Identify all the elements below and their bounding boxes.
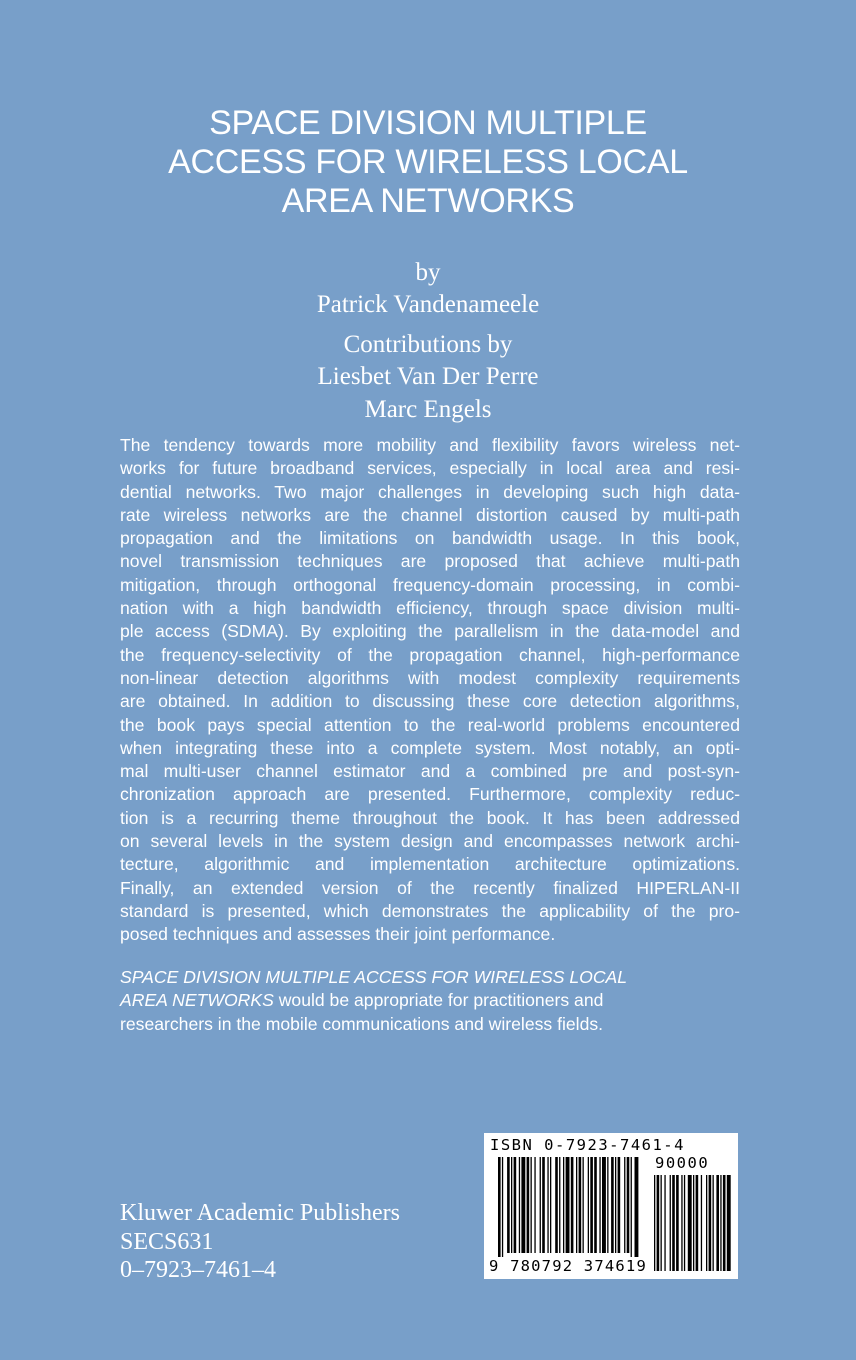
barcode-addon-bar — [684, 1175, 685, 1271]
barcode-bar — [502, 1157, 503, 1257]
barcode-bar — [599, 1157, 600, 1253]
description-line: dential networks. Two major challenges in developing such high data- — [120, 481, 740, 502]
description-line: non-linear detection algorithms with modest complexity requirements — [120, 667, 740, 688]
barcode-bar — [583, 1157, 584, 1253]
italic-title: AREA NETWORKS — [120, 990, 274, 1011]
barcode-bar — [611, 1157, 614, 1253]
barcode-bar — [594, 1157, 597, 1253]
description-line: mal multi-user channel estimator and a combined pre and post-syn- — [120, 761, 740, 782]
barcode-bar — [624, 1157, 625, 1253]
barcode-isbn-label: ISBN 0-7923-7461-4 — [490, 1136, 685, 1154]
barcode-bar — [627, 1157, 630, 1253]
book-title — [0, 104, 856, 221]
barcode-addon-bar — [681, 1175, 682, 1271]
barcode-bar — [590, 1157, 593, 1253]
barcode-addon-bar — [676, 1175, 679, 1271]
barcode-bar — [550, 1157, 551, 1253]
barcode-bar — [563, 1157, 564, 1253]
description-line: rate wireless networks are the channel distortion caused by multi-path — [120, 504, 740, 525]
barcode-ean-number: 9 780792 374619 — [489, 1257, 647, 1275]
barcode-addon-bar — [688, 1175, 692, 1271]
barcode-addon-bar — [654, 1175, 655, 1271]
publisher-block — [120, 1199, 400, 1285]
title-line: ACCESS FOR WIRELESS LOCAL — [168, 143, 688, 181]
barcode-bar — [618, 1157, 621, 1253]
barcode-bar — [615, 1157, 616, 1253]
description-line: chronization approach are presented. Furthermore, complexity reduc- — [120, 784, 740, 805]
barcode-addon-bar — [720, 1175, 721, 1271]
barcode-addon-bar — [723, 1175, 726, 1271]
barcode-bar — [555, 1157, 558, 1253]
barcode-bar — [527, 1157, 530, 1253]
barcode-addon-bar — [713, 1175, 714, 1271]
description-line: The tendency towards more mobility and flexibility favors wireless net- — [120, 435, 740, 455]
description-line: propagation and the limitations on bandwidth usage. In this book, — [120, 528, 740, 549]
barcode-addon-bar — [716, 1175, 719, 1271]
barcode-bar — [576, 1157, 577, 1253]
isbn-barcode — [484, 1133, 738, 1279]
description-line: novel transmission techniques are proposed that achieve multi-path — [120, 551, 740, 572]
barcode-addon-bar — [672, 1175, 675, 1271]
series-code: SECS631 — [120, 1228, 214, 1255]
barcode-bar — [540, 1157, 541, 1253]
barcode-bar — [514, 1157, 517, 1253]
italic-title: SPACE DIVISION MULTIPLE ACCESS FOR WIRELESS LOCAL — [120, 967, 628, 987]
barcode-addon-bar — [657, 1175, 660, 1271]
description-line: the frequency-selectivity of the propagation channel, high-performance — [120, 644, 740, 665]
barcode-bar — [559, 1157, 560, 1253]
book-description — [120, 434, 740, 947]
contributions-label: Contributions by — [343, 331, 513, 358]
description-line: mitigation, through orthogonal frequency-domain processing, in combi- — [120, 574, 740, 595]
description-line: tecture, algorithmic and implementation architecture optimizations. — [120, 854, 740, 875]
barcode-bar — [534, 1157, 535, 1253]
barcode-bar — [571, 1157, 574, 1253]
barcode-bar — [579, 1157, 582, 1253]
barcode-addon-bar — [706, 1175, 707, 1271]
barcode-bar — [635, 1157, 639, 1257]
description-line: tion is a recurring theme throughout the book. It has been addressed — [120, 807, 740, 828]
barcode-addon-bar — [664, 1175, 665, 1271]
description-line: posed techniques and assesses their joint performance. — [120, 924, 556, 945]
barcode-bar — [498, 1157, 501, 1257]
title-line: AREA NETWORKS — [281, 182, 575, 220]
description-line: when integrating these into a complete system. Most notably, an opti- — [120, 737, 740, 758]
isbn-text: 0–7923–7461–4 — [120, 1257, 276, 1283]
contributor-name: Liesbet Van Der Perre — [317, 363, 539, 390]
barcode-bar — [531, 1157, 532, 1253]
barcode-bar — [607, 1157, 608, 1253]
barcode-addon-bar — [696, 1175, 699, 1271]
author-name: Patrick Vandenameele — [316, 291, 540, 318]
barcode-bar — [542, 1157, 545, 1253]
contributor-name: Marc Engels — [364, 396, 492, 423]
title-line: SPACE DIVISION MULTIPLE — [209, 104, 647, 142]
barcode-addon-bar — [693, 1175, 694, 1271]
audience-text: researchers in the mobile communications and wireless fields. — [120, 1013, 604, 1034]
barcode-bar — [631, 1157, 632, 1257]
description-line: standard is presented, which demonstrates the applicability of the pro- — [120, 900, 740, 921]
barcode-addon-bar — [670, 1175, 671, 1271]
description-line: the book pays special attention to the real-world problems encountered — [120, 714, 740, 735]
barcode-bar — [588, 1157, 589, 1253]
barcode-addon-bar — [701, 1175, 702, 1271]
description-line: ple access (SDMA). By exploiting the parallelism in the data-model and — [120, 621, 740, 642]
barcode-bar — [519, 1157, 520, 1253]
barcode-bar — [566, 1157, 570, 1253]
audience-text: would be appropriate for practitioners and — [273, 990, 604, 1011]
by-label: by — [415, 259, 441, 286]
publisher-name: Kluwer Academic Publishers — [120, 1200, 400, 1226]
description-line: Finally, an extended version of the recently finalized HIPERLAN-II — [120, 877, 740, 898]
barcode-bar — [602, 1157, 606, 1253]
barcode-addon-bar — [727, 1175, 731, 1271]
barcode-addon-number: 90000 — [655, 1154, 710, 1172]
barcode-bar — [547, 1157, 548, 1253]
barcode-bar — [511, 1157, 512, 1253]
audience-statement — [120, 966, 740, 1036]
barcode-bar — [521, 1157, 525, 1253]
barcode-addon-bar — [709, 1175, 712, 1271]
barcode-bar — [507, 1157, 510, 1253]
description-line: are obtained. In addition to discussing these core detection algorithms, — [120, 691, 740, 712]
description-line: nation with a high bandwidth efficiency, through space division multi- — [120, 598, 740, 619]
description-line: works for future broadband services, especially in local area and resi- — [120, 458, 740, 479]
barcode-addon-bar — [661, 1175, 662, 1271]
description-line: on several levels in the system design and encompasses network archi- — [120, 831, 740, 852]
